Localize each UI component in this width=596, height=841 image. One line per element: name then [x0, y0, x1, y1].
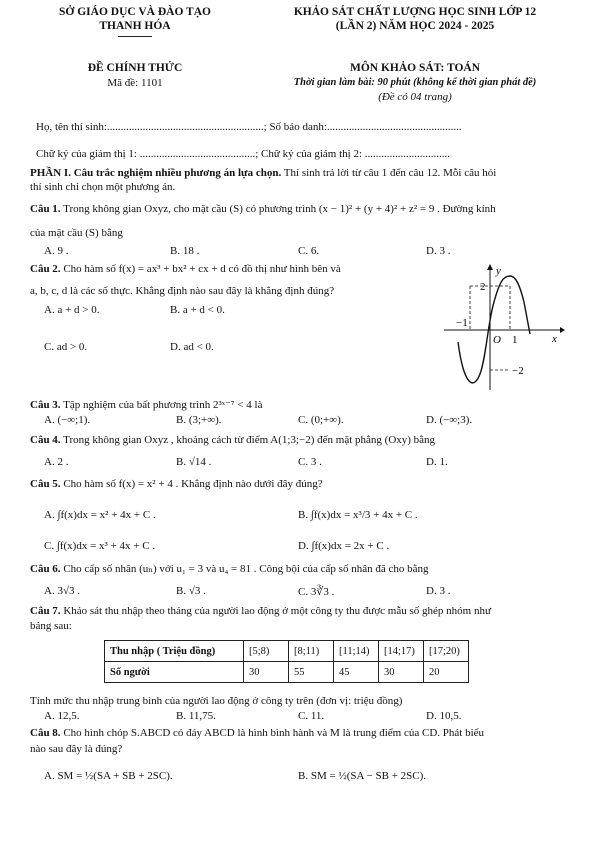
q6-option-d[interactable]: D. 3 .	[426, 585, 451, 597]
income-table	[104, 640, 469, 683]
q8-number: Câu 8.	[30, 727, 61, 739]
q1-option-b[interactable]: B. 18 .	[170, 245, 200, 257]
supervisor-sign-field: Chữ ký của giám thị 1: ..........................................; Chữ ký của giám thị 2: ...............................	[36, 148, 451, 160]
q4-option-d[interactable]: D. 1.	[426, 456, 448, 468]
q4-stem	[30, 434, 435, 446]
q8-option-a[interactable]: A. SM = ½(SA + SB + 2SC).	[44, 770, 173, 782]
label-origin: O	[493, 334, 501, 346]
subject: MÔN KHẢO SÁT: TOÁN	[349, 62, 481, 74]
part1-title: PHẦN I. Câu trắc nghiệm nhiều phương án lựa chọn.	[30, 167, 282, 179]
label-1: 1	[512, 334, 518, 346]
q1-number: Câu 1.	[30, 203, 61, 215]
q4-number: Câu 4.	[30, 434, 61, 446]
q4-option-c[interactable]: C. 3 .	[298, 456, 322, 468]
q7-option-d[interactable]: D. 10,5.	[426, 710, 462, 722]
q5-option-a[interactable]: A. ∫f(x)dx = x² + 4x + C .	[44, 509, 156, 521]
q2-option-c[interactable]: C. ad > 0.	[44, 341, 88, 353]
province-name: THANH HÓA	[99, 20, 171, 32]
q6-number: Câu 6.	[30, 563, 61, 575]
cubic-graph	[440, 262, 565, 392]
q3-option-b[interactable]: B. (3;+∞).	[176, 414, 222, 426]
q8-text: Cho hình chóp S.ABCD có đáy ABCD là hình bình hành và M là trung điểm của CD. Phát biểu	[60, 727, 485, 739]
q4-option-a[interactable]: A. 2 .	[44, 456, 69, 468]
q5-number: Câu 5.	[30, 478, 61, 490]
q4-option-b[interactable]: B. √14 .	[176, 456, 212, 468]
q7-option-a[interactable]: A. 12,5.	[44, 710, 80, 722]
q2-text: Cho hàm số f(x) = ax³ + bx² + cx + d có đồ thị như hình bên và	[60, 263, 341, 275]
q2-stem	[30, 263, 341, 275]
q2-option-a[interactable]: A. a + d > 0.	[44, 304, 100, 316]
q1-text: Trong không gian Oxyz, cho mặt cầu (S) có phương trình (x − 1)² + (y + 4)² + z² = 9 . Đường kính	[60, 203, 496, 215]
q8-option-b[interactable]: B. SM = ½(SA − SB + 2SC).	[298, 770, 427, 782]
label-y: y	[496, 265, 501, 277]
page-count: (Đề có 04 trang)	[378, 91, 452, 103]
q7-text: Khảo sát thu nhập theo tháng của người lao động ở một công ty thu được mẫu số ghép nhóm như	[60, 605, 491, 617]
q3-option-c[interactable]: C. (0;+∞).	[298, 414, 344, 426]
time-allowed: Thời gian làm bài: 90 phút (không kể thời gian phát đề)	[293, 77, 537, 88]
count-cell: 30	[244, 662, 289, 683]
x-axis-arrow	[560, 327, 565, 333]
q2-number: Câu 2.	[30, 263, 61, 275]
q8-stem	[30, 727, 484, 739]
interval-cell: [5;8)	[244, 641, 289, 662]
q1-stem	[30, 203, 496, 215]
label-x: x	[552, 333, 557, 345]
q7-question: Tính mức thu nhập trung bình của người lao động ở công ty trên (đơn vị: triệu đồng)	[30, 695, 403, 707]
candidate-name-field: Họ, tên thí sinh:.........................................................; Số báo danh:.................................................	[36, 121, 462, 133]
survey-subtitle: (LẦN 2) NĂM HỌC 2024 - 2025	[335, 20, 495, 32]
q7-text-2: bảng sau:	[30, 620, 72, 632]
q3-text: Tập nghiệm của bất phương trình 2³ˣ⁻⁷ < 4 là	[60, 399, 263, 411]
y-axis-arrow	[487, 264, 493, 270]
table-row-intervals	[105, 641, 469, 662]
q3-option-a[interactable]: A. (−∞;1).	[44, 414, 91, 426]
q1-option-a[interactable]: A. 9 .	[44, 245, 69, 257]
part1-instructions: Thí sinh trả lời từ câu 1 đến câu 12. Mỗi câu hỏi	[281, 167, 497, 179]
label-minus2: −2	[512, 365, 524, 377]
label-2: 2	[480, 281, 486, 293]
q6-text: Cho cấp số nhân (uₙ) với u₁ = 3 và u₄ = 81 . Công bội của cấp số nhân đã cho bằng	[60, 563, 429, 575]
part1-instructions-2: thí sinh chỉ chọn một phương án.	[30, 181, 176, 193]
table-header-count: Số người	[105, 662, 244, 683]
q3-option-d[interactable]: D. (−∞;3).	[426, 414, 473, 426]
official-label: ĐỀ CHÍNH THỨC	[87, 62, 183, 74]
q1-option-c[interactable]: C. 6.	[298, 245, 320, 257]
q1-option-d[interactable]: D. 3 .	[426, 245, 451, 257]
q5-option-c[interactable]: C. ∫f(x)dx = x³ + 4x + C .	[44, 540, 156, 552]
q5-option-b[interactable]: B. ∫f(x)dx = x³/3 + 4x + C .	[298, 509, 418, 521]
interval-cell: [8;11)	[289, 641, 334, 662]
part1-heading	[30, 167, 496, 179]
q2-text-2: a, b, c, d là các số thực. Khẳng định nào sau đây là khẳng định đúng?	[30, 285, 335, 297]
q1-text-2: của mặt cầu (S) bằng	[30, 227, 123, 239]
label-minus1: −1	[456, 317, 468, 329]
q6-option-b[interactable]: B. √3 .	[176, 585, 206, 597]
q6-option-a[interactable]: A. 3√3 .	[44, 585, 80, 597]
count-cell: 20	[424, 662, 469, 683]
survey-title: KHẢO SÁT CHẤT LƯỢNG HỌC SINH LỚP 12	[293, 6, 537, 18]
q5-option-d[interactable]: D. ∫f(x)dx = 2x + C .	[298, 540, 390, 552]
q7-option-b[interactable]: B. 11,75.	[176, 710, 216, 722]
q7-stem	[30, 605, 491, 617]
q4-text: Trong không gian Oxyz , khoảng cách từ điểm A(1;3;−2) đến mặt phẳng (Oxy) bằng	[60, 434, 436, 446]
header-rule	[118, 36, 152, 37]
q5-stem	[30, 478, 323, 490]
department-name: SỞ GIÁO DỤC VÀ ĐÀO TẠO	[59, 6, 211, 18]
interval-cell: [14;17)	[379, 641, 424, 662]
q3-stem	[30, 398, 262, 411]
q7-number: Câu 7.	[30, 605, 61, 617]
count-cell: 30	[379, 662, 424, 683]
q6-option-c[interactable]: C. 3∛3 .	[298, 586, 335, 598]
table-row-counts	[105, 662, 469, 683]
interval-cell: [17;20)	[424, 641, 469, 662]
q6-stem	[30, 562, 428, 575]
count-cell: 55	[289, 662, 334, 683]
table-header-income: Thu nhập ( Triệu đồng)	[105, 641, 244, 662]
q3-number: Câu 3.	[30, 399, 61, 411]
count-cell: 45	[334, 662, 379, 683]
exam-code: Mã đề: 1101	[107, 77, 163, 89]
q2-option-d[interactable]: D. ad < 0.	[170, 341, 214, 353]
interval-cell: [11;14)	[334, 641, 379, 662]
q7-option-c[interactable]: C. 11.	[298, 710, 325, 722]
q5-text: Cho hàm số f(x) = x² + 4 . Khẳng định nào dưới đây đúng?	[60, 478, 323, 490]
q8-text-2: nào sau đây là đúng?	[30, 743, 123, 755]
q2-option-b[interactable]: B. a + d < 0.	[170, 304, 225, 316]
